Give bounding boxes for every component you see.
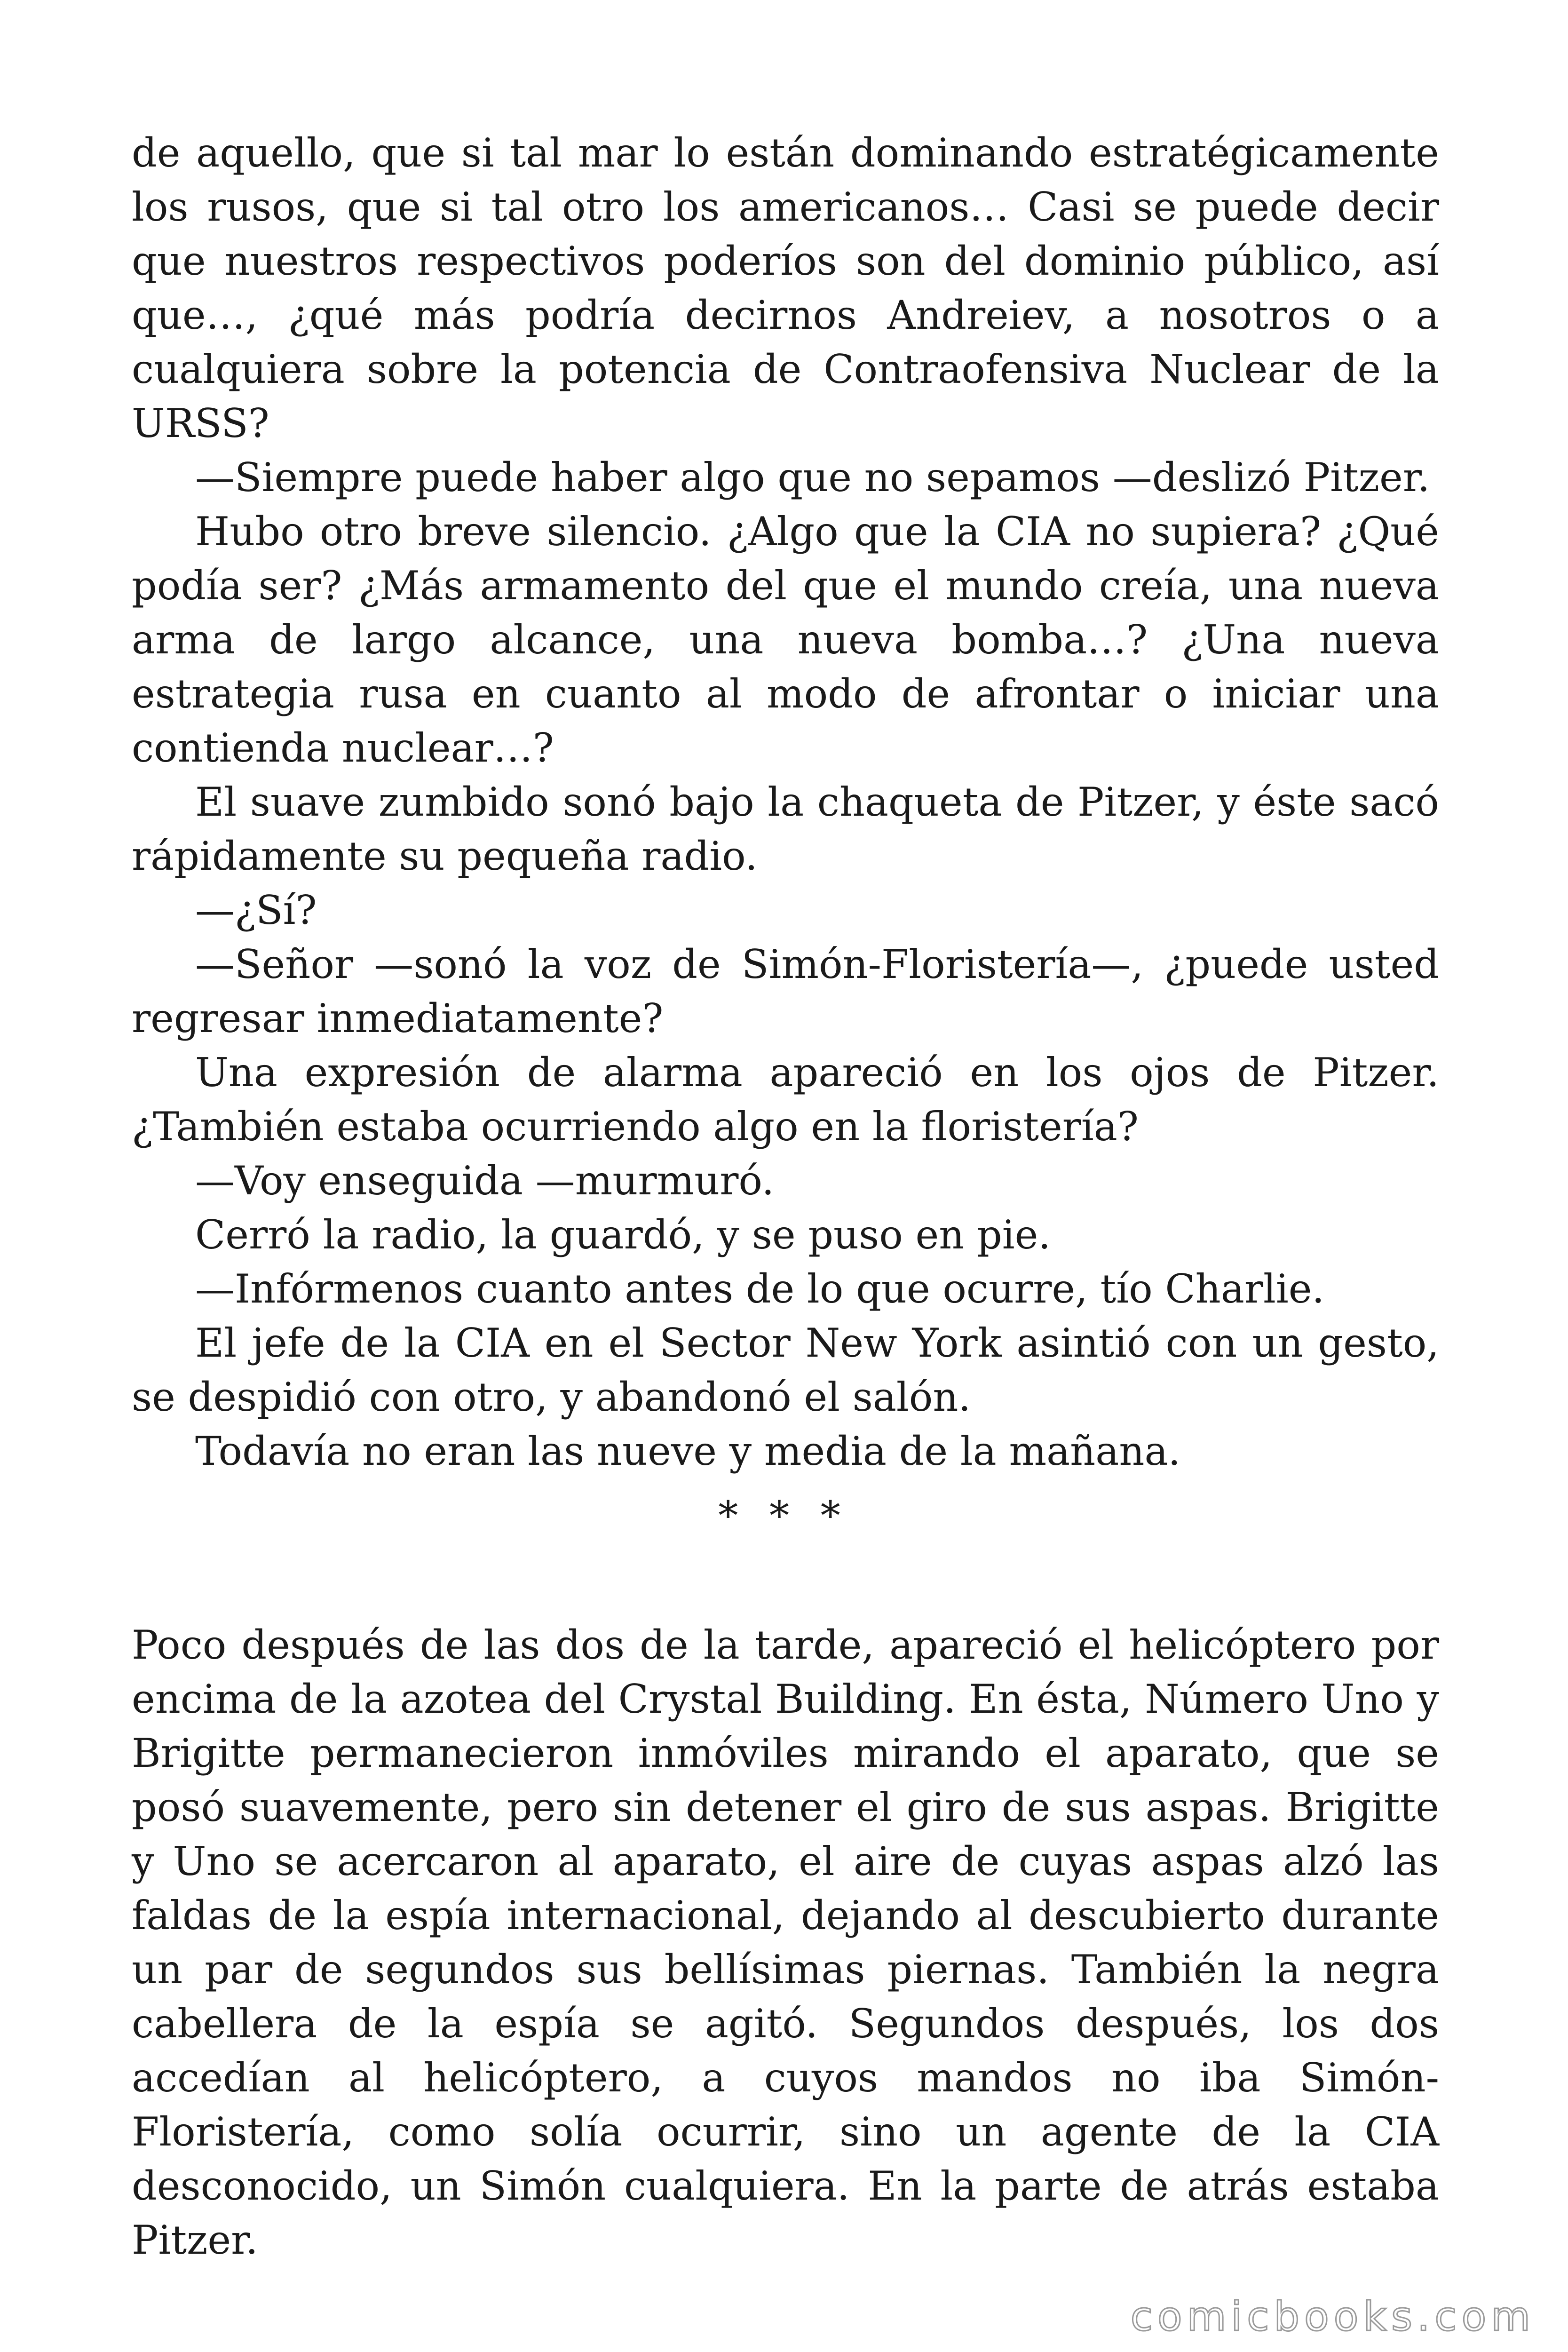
paragraph: Hubo otro breve silencio. ¿Algo que la CIA no supiera? ¿Qué podía ser? ¿Más armamento del que el mundo creía, una nueva arma de largo alcance, una nueva bomba…? ¿Una nueva estrategia rusa en cuanto al modo de afrontar o iniciar una contienda nuclear…? [132,509,1439,771]
paragraph: —Señor —sonó la voz de Simón-Floristería—, ¿puede usted regresar inmediatamente? [132,941,1439,1041]
paragraph: —Siempre puede haber algo que no sepamos —deslizó Pitzer. [195,454,1430,501]
text-section-1 [132,126,1439,1478]
paragraph: Una expresión de alarma apareció en los ojos de Pitzer. ¿También estaba ocurriendo algo en la floristería? [132,1049,1439,1150]
paragraph: —Voy enseguida —murmuró. [195,1158,775,1204]
watermark-logo: comicbooks.com [1130,2293,1535,2340]
paragraph: Poco después de las dos de la tarde, apareció el helicóptero por encima de la azotea del Crystal Building. En ésta, Número Uno y Brigitte permanecieron inmóviles mirando el aparato, que se posó suavemente, pero sin detener el giro de sus aspas. Brigitte y Uno se acercaron al aparato, el aire de cuyas aspas alzó las faldas de la espía internacional, dejando al descubierto durante un par de segundos sus bellísimas piernas. También la negra cabellera de la espía se agitó. Segundos después, los dos accedían al helicóptero, a cuyos mandos no iba Simón-Floristería, como solía ocurrir, sino un agente de la CIA desconocido, un Simón cualquiera. En la parte de atrás estaba Pitzer. [132,1622,1439,2263]
paragraph: Cerró la radio, la guardó, y se puso en pie. [195,1212,1051,1258]
scene-separator: * * * [718,1493,850,1539]
paragraph: Todavía no eran las nueve y media de la mañana. [195,1428,1181,1474]
paragraph: de aquello, que si tal mar lo están dominando estratégicamente los rusos, que si tal otro los americanos… Casi se puede decir que nuestros respectivos poderíos son del dominio público, así que…, ¿qué más podría decirnos Andreiev, a nosotros o a cualquiera sobre la potencia de Contraofensiva Nuclear de la URSS? [132,130,1439,446]
paragraph: —¿Sí? [195,887,317,933]
paragraph: —Infórmenos cuanto antes de lo que ocurre, tío Charlie. [195,1266,1325,1312]
text-section-2 [132,1618,1439,2267]
paragraph: El jefe de la CIA en el Sector New York asintió con un gesto, se despidió con otro, y abandonó el salón. [132,1320,1439,1420]
paragraph: El suave zumbido sonó bajo la chaqueta de Pitzer, y éste sacó rápidamente su pequeña radio. [132,779,1439,879]
